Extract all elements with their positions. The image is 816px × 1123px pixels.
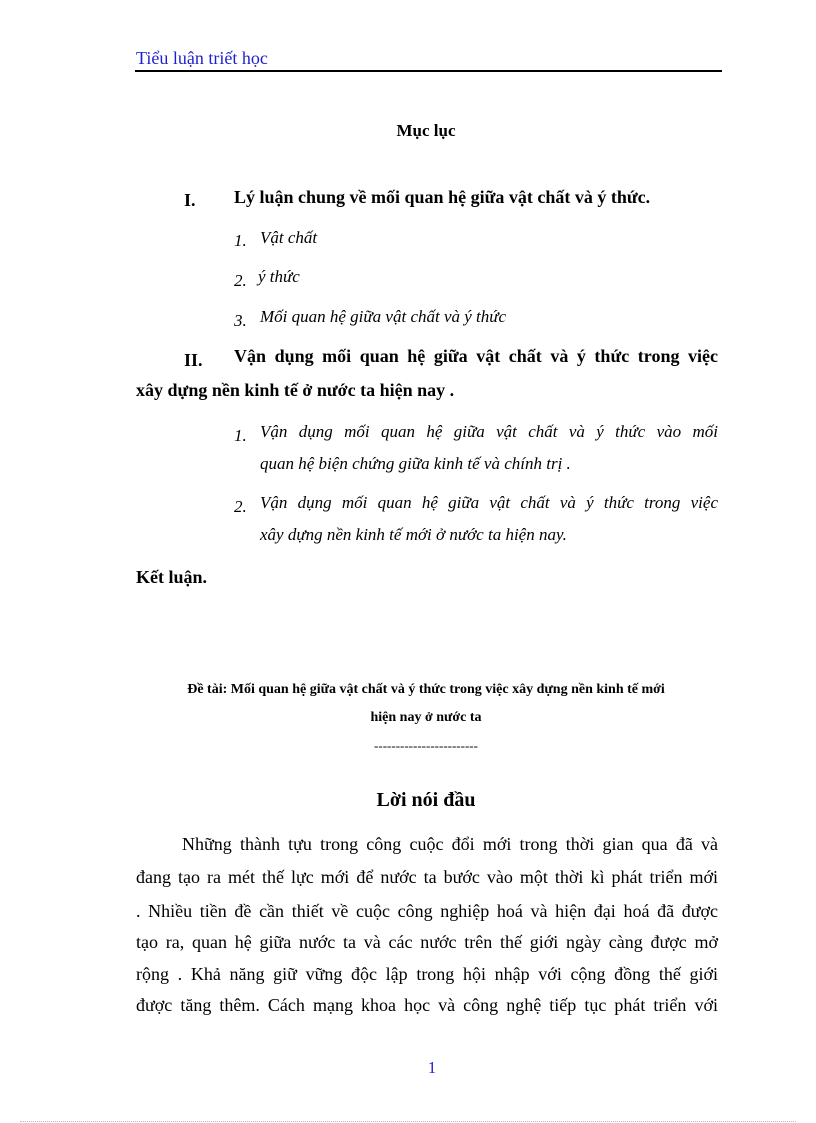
toc-item-1-2-number: 2. [234,271,247,290]
toc-item-1-3-number: 3. [234,311,247,330]
page-bottom-border [20,1121,796,1122]
toc-item-1-3: Mối quan hệ giữa vật chất và ý thức [260,307,507,326]
preface-line-3: . Nhiều tiền đề cần thiết về cuộc công nghiệp hoá và hiện đại hoá đã được [136,901,718,921]
toc-item-1-1: Vật chất [260,228,318,247]
toc-item-2-1-number: 1. [234,426,247,445]
toc-item-2-2-line1: Vận dụng mối quan hệ giữa vật chất và ý thức trong việc [260,493,718,512]
toc-item-2-2-line2: xây dựng nền kinh tế mới ở nước ta hiện nay. [260,525,567,544]
toc-section-2-heading-line1: Vận dụng mối quan hệ giữa vật chất và ý thức trong việc [234,346,718,366]
toc-title: Mục lục [396,121,456,140]
toc-section-2-numeral: II. [184,350,203,370]
preface-line-4: tạo ra, quan hệ giữa nước ta và các nước trên thế giới ngày càng được mở [136,932,718,952]
topic-line-2: hiện nay ở nước ta [370,710,482,725]
toc-item-1-1-number: 1. [234,231,247,250]
toc-item-2-1-line1: Vận dụng mối quan hệ giữa vật chất và ý thức vào mối [260,422,718,441]
preface-line-2: đang tạo ra mét thế lực mới để nước ta bước vào một thời kì phát triển mới [136,867,718,887]
toc-item-2-2-number: 2. [234,497,247,516]
toc-section-1-numeral: I. [184,190,196,210]
toc-section-1-heading: Lý luận chung về mối quan hệ giữa vật chất và ý thức. [234,187,651,207]
document-header-title: Tiểu luận triết học [136,48,268,68]
toc-section-2-heading-line2: xây dựng nền kinh tế ở nước ta hiện nay . [136,380,455,400]
preface-line-6: được tăng thêm. Cách mạng khoa học và công nghệ tiếp tục phát triển với [136,995,718,1015]
toc-item-1-2: ý thức [258,267,300,286]
toc-conclusion: Kết luận. [136,567,208,587]
preface-line-5: rộng . Khả năng giữ vững độc lập trong hội nhập với cộng đồng thế giới [136,964,718,984]
toc-item-2-1-line2: quan hệ biện chứng giữa kinh tế và chính trị . [260,454,571,473]
page-number: 1 [427,1058,437,1077]
header-divider [135,70,722,72]
topic-separator: ------------------------ [374,738,478,753]
preface-line-1: Những thành tựu trong công cuộc đổi mới trong thời gian qua đã và [182,834,718,854]
topic-line-1: Đề tài: Mối quan hệ giữa vật chất và ý thức trong việc xây dựng nền kinh tế mới [187,682,665,697]
preface-title: Lời nói đầu [376,789,476,811]
